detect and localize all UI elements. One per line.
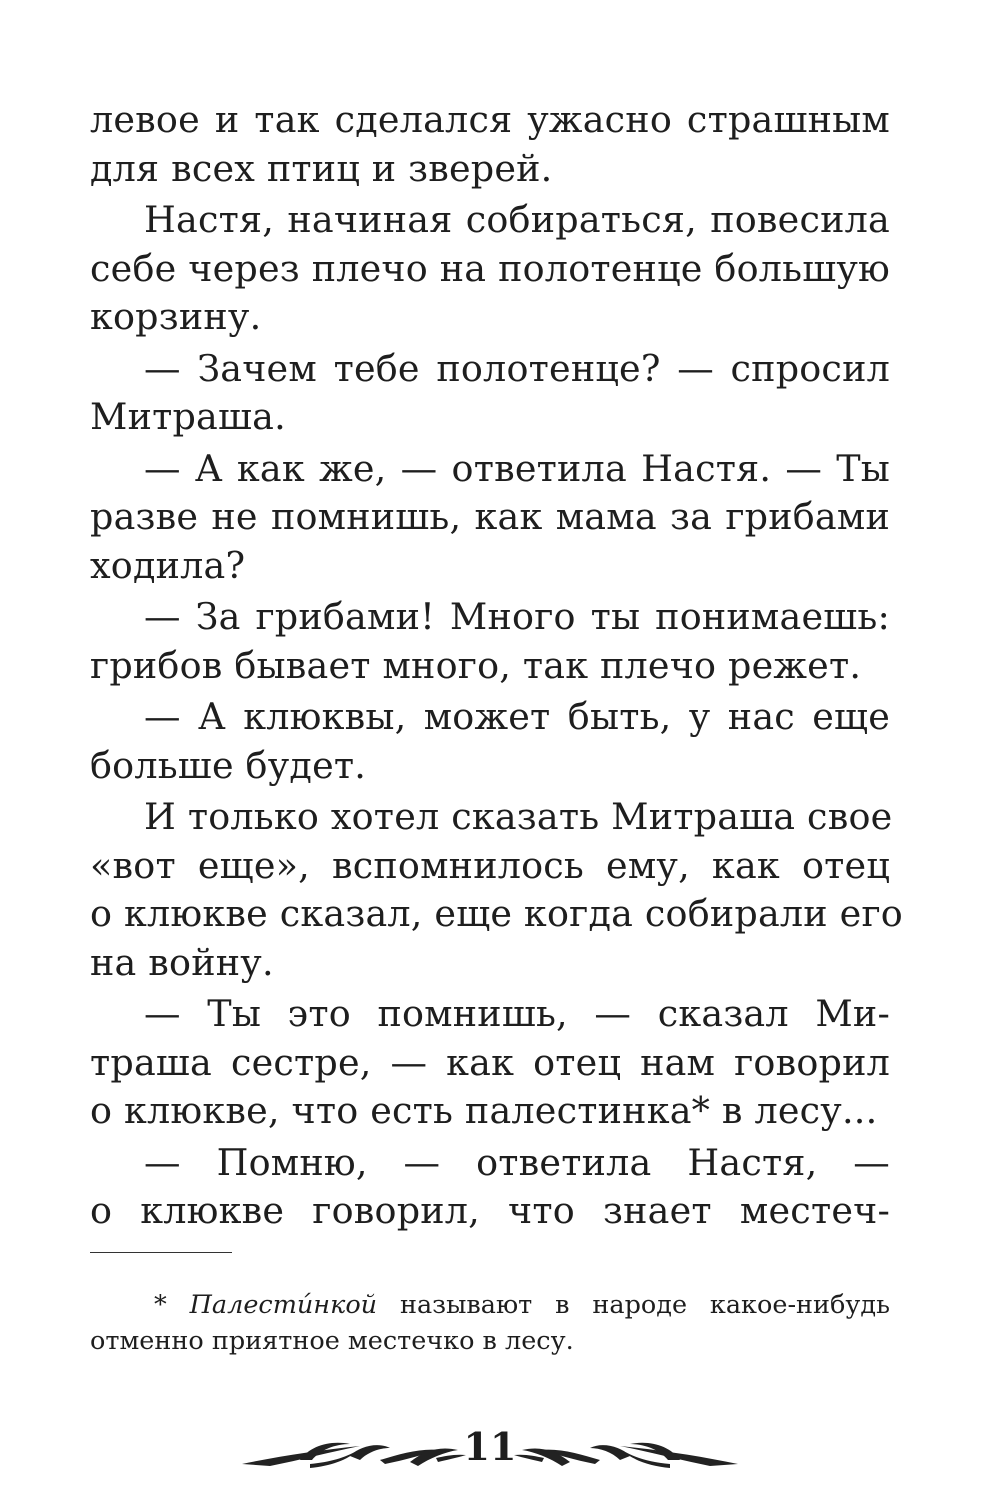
text-line: Настя, начиная собираться, повесила — [144, 198, 890, 241]
text-line: больше будет. — [90, 743, 367, 787]
text-line: траша сестре, — как отец нам говорил — [90, 1040, 890, 1084]
text-line: грибов бывает много, так плечо режет. — [90, 643, 862, 687]
footnote-text: называют в народе какое-нибудь — [377, 1290, 890, 1320]
text-line: о клюкве, что есть палестинка* в лесу... — [90, 1089, 878, 1132]
footnote-term: Палестúнкой — [189, 1290, 378, 1320]
text-line: «вот еще», вспомнилось ему, как отец — [90, 843, 890, 887]
page-number: 11 — [463, 1424, 517, 1469]
text-line: разве не помнишь, как мама за грибами — [90, 495, 890, 538]
text-line: о клюкве говорил, что знает местеч- — [90, 1189, 890, 1232]
text-line: себе через плечо на полотенце большую — [90, 246, 890, 290]
text-line: для всех птиц и зверей. — [90, 146, 553, 190]
text-line: — А как же, — ответила Настя. — Ты — [144, 446, 890, 490]
text-line: на войну. — [90, 940, 274, 984]
footnote-divider — [90, 1252, 232, 1253]
footnote — [90, 1287, 890, 1359]
text-line: — Помню, — ответила Настя, — — [144, 1140, 890, 1184]
text-line: Митраша. — [90, 395, 286, 438]
footnote-line: отменно приятное местечко в лесу. — [90, 1326, 574, 1356]
right-ornament-icon — [510, 1420, 740, 1480]
footnote-line — [90, 1287, 890, 1323]
text-line: — Зачем тебе полотенце? — спросил — [144, 346, 890, 390]
text-line: корзину. — [90, 295, 262, 338]
text-line: левое и так сделался ужасно страшным — [90, 98, 890, 141]
text-line: — Ты это помнишь, — сказал Ми- — [144, 992, 890, 1035]
text-line: ходила? — [90, 543, 246, 587]
body-text — [90, 96, 903, 1236]
text-line: — За грибами! Много ты понимаешь: — [144, 595, 890, 638]
text-line: И только хотел сказать Митраша свое — [144, 795, 893, 838]
text-line: — А клюквы, может быть, у нас еще — [144, 695, 890, 738]
footnote-marker: * — [154, 1290, 190, 1320]
page-footer — [240, 1420, 740, 1480]
text-line: о клюкве сказал, еще когда собирали его — [90, 892, 903, 935]
